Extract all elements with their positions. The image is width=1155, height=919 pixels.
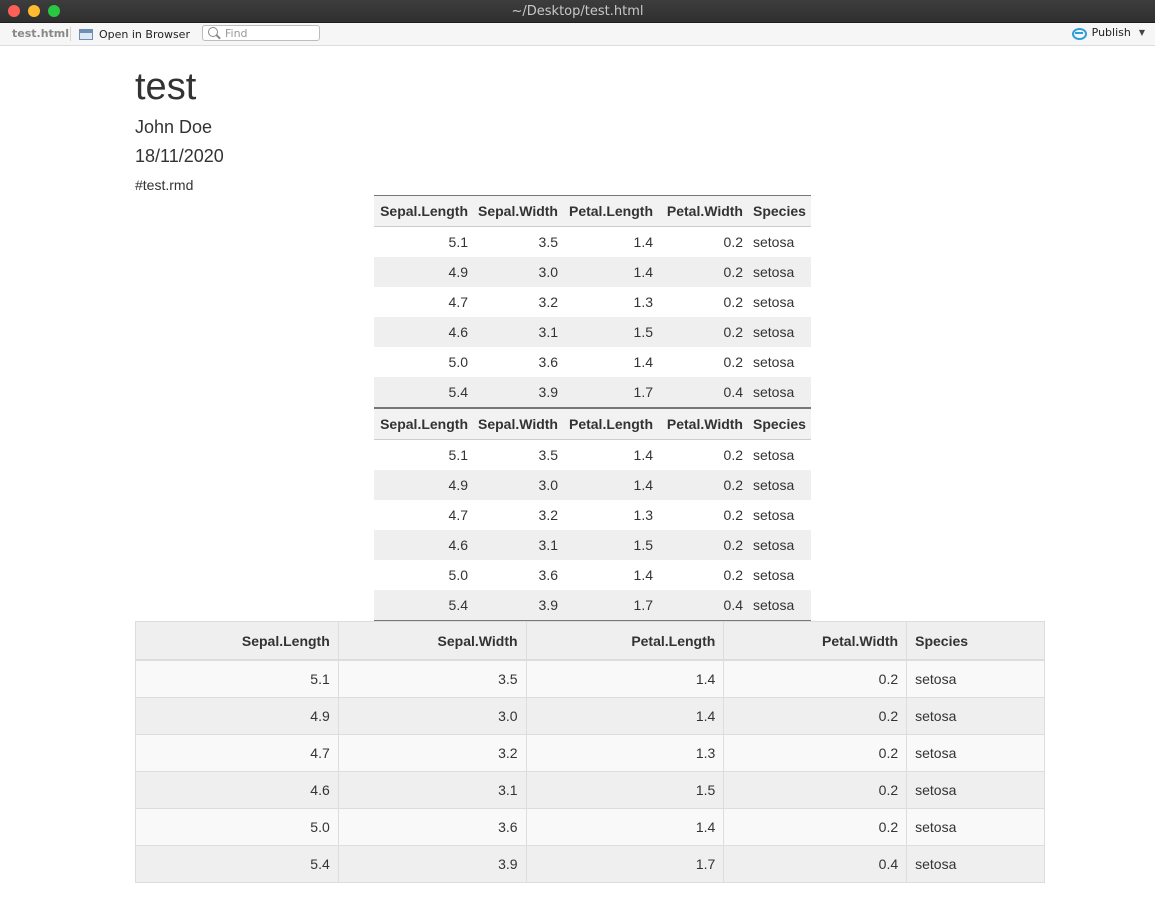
table-cell: 5.4 <box>448 597 468 613</box>
file-tab[interactable]: test.html <box>12 27 70 40</box>
table-cell: 3.0 <box>338 698 526 735</box>
table-cell: setosa <box>753 567 795 583</box>
column-header: Petal.Width <box>658 196 748 227</box>
table-cell: 1.4 <box>526 698 724 735</box>
table-cell: setosa <box>753 234 795 250</box>
column-header: Sepal.Length <box>374 196 473 227</box>
find-input[interactable] <box>225 26 317 40</box>
document-author: John Doe <box>135 117 213 137</box>
table-row <box>374 287 811 317</box>
table-cell: 0.2 <box>723 447 743 463</box>
table-cell: 0.2 <box>723 567 743 583</box>
table-cell: 1.4 <box>633 354 653 370</box>
table-cell: setosa <box>907 809 1045 846</box>
viewer-toolbar <box>0 23 1155 46</box>
table-cell: setosa <box>753 507 795 523</box>
table-cell: 3.9 <box>538 384 558 400</box>
table-row <box>374 530 811 560</box>
table-cell: setosa <box>753 597 795 613</box>
search-icon <box>208 27 218 37</box>
column-header: Sepal.Length <box>374 408 473 440</box>
table-cell: 5.4 <box>448 384 468 400</box>
toolbar-divider <box>70 27 71 41</box>
table-cell: 3.9 <box>338 846 526 883</box>
table-cell: 4.6 <box>448 324 468 340</box>
column-header: Species <box>748 408 811 440</box>
table-cell: 3.2 <box>538 507 558 523</box>
table-cell: 3.9 <box>538 597 558 613</box>
table-cell: 1.7 <box>633 597 653 613</box>
table-cell: 0.2 <box>723 537 743 553</box>
table-cell: 0.2 <box>723 264 743 280</box>
table-cell: 4.7 <box>448 507 468 523</box>
table-cell: 0.2 <box>723 324 743 340</box>
table-cell: 0.2 <box>724 735 907 772</box>
table-cell: 3.5 <box>538 447 558 463</box>
table-cell: 0.4 <box>724 846 907 883</box>
table-header-row <box>374 196 811 227</box>
window-title: ~/Desktop/test.html <box>511 4 644 19</box>
table-cell: 4.9 <box>448 264 468 280</box>
table-cell: 0.2 <box>723 477 743 493</box>
table-cell: 0.2 <box>724 698 907 735</box>
table-cell: setosa <box>907 846 1045 883</box>
table-cell: 0.2 <box>724 772 907 809</box>
document-comment: #test.rmd <box>135 177 194 193</box>
table-cell: 3.1 <box>538 324 558 340</box>
table-row <box>136 660 1045 698</box>
column-header: Species <box>748 196 811 227</box>
table-cell: 5.1 <box>448 234 468 250</box>
table-row <box>136 772 1045 809</box>
table-cell: setosa <box>753 264 795 280</box>
table-cell: setosa <box>907 698 1045 735</box>
table-cell: 1.4 <box>633 447 653 463</box>
publish-button[interactable] <box>1072 26 1145 39</box>
table-cell: 5.4 <box>136 846 339 883</box>
table-cell: 1.3 <box>633 507 653 523</box>
table-cell: 0.4 <box>723 597 743 613</box>
table-cell: 1.5 <box>633 537 653 553</box>
table-cell: 4.6 <box>136 772 339 809</box>
table-cell: 0.2 <box>723 294 743 310</box>
table-cell: 1.4 <box>526 809 724 846</box>
table-row <box>136 846 1045 883</box>
table-cell: 1.5 <box>526 772 724 809</box>
column-header: Petal.Length <box>563 196 658 227</box>
column-header: Sepal.Length <box>136 622 339 661</box>
column-header: Petal.Width <box>724 622 907 661</box>
table-cell: 4.7 <box>448 294 468 310</box>
column-header: Sepal.Width <box>338 622 526 661</box>
table-cell: 3.1 <box>338 772 526 809</box>
table-header-row <box>374 408 811 440</box>
table-cell: 1.3 <box>633 294 653 310</box>
table-cell: 1.7 <box>526 846 724 883</box>
table-row <box>136 698 1045 735</box>
chevron-down-icon[interactable]: ▼ <box>1138 28 1145 37</box>
table-cell: 4.6 <box>448 537 468 553</box>
column-header: Species <box>907 622 1045 661</box>
table-cell: 3.2 <box>338 735 526 772</box>
table-cell: 3.5 <box>538 234 558 250</box>
find-box[interactable] <box>202 25 320 41</box>
table-header-row <box>136 622 1045 661</box>
table-cell: 5.1 <box>136 660 339 698</box>
column-header: Sepal.Width <box>473 196 563 227</box>
table-cell: 5.0 <box>448 567 468 583</box>
table-cell: 0.2 <box>724 660 907 698</box>
window-titlebar <box>0 0 1155 23</box>
table-row <box>374 227 811 258</box>
table-cell: 0.2 <box>723 354 743 370</box>
table-cell: setosa <box>753 447 795 463</box>
table-row <box>374 470 811 500</box>
table-row <box>374 560 811 590</box>
iris-table-3 <box>135 621 1045 883</box>
table-cell: 0.2 <box>723 234 743 250</box>
table-cell: setosa <box>753 294 795 310</box>
table-cell: 1.3 <box>526 735 724 772</box>
column-header: Petal.Width <box>658 408 748 440</box>
table-cell: 0.2 <box>723 507 743 523</box>
table-cell: 0.4 <box>723 384 743 400</box>
table-cell: setosa <box>753 324 795 340</box>
column-header: Sepal.Width <box>473 408 563 440</box>
table-cell: 1.4 <box>633 264 653 280</box>
browser-window-icon <box>79 29 93 40</box>
table-cell: setosa <box>753 354 795 370</box>
table-cell: setosa <box>907 660 1045 698</box>
table-cell: 5.1 <box>448 447 468 463</box>
table-row <box>136 809 1045 846</box>
document-title: test <box>135 66 197 108</box>
iris-table-2 <box>374 407 811 621</box>
table-row <box>374 347 811 377</box>
table-cell: setosa <box>907 772 1045 809</box>
table-cell: 1.4 <box>526 660 724 698</box>
table-cell: 3.6 <box>538 354 558 370</box>
table-cell: 1.7 <box>633 384 653 400</box>
table-cell: 1.4 <box>633 234 653 250</box>
open-in-browser-button[interactable] <box>79 26 190 42</box>
open-in-browser-label: Open in Browser <box>99 27 190 41</box>
table-row <box>374 440 811 471</box>
column-header: Petal.Length <box>563 408 658 440</box>
table-row <box>374 500 811 530</box>
table-cell: 1.4 <box>633 567 653 583</box>
table-cell: 4.7 <box>136 735 339 772</box>
table-cell: 5.0 <box>448 354 468 370</box>
publish-label: Publish <box>1091 26 1131 39</box>
table-cell: 4.9 <box>136 698 339 735</box>
table-row <box>374 257 811 287</box>
table-cell: 1.4 <box>633 477 653 493</box>
table-row <box>374 317 811 347</box>
table-cell: 4.9 <box>448 477 468 493</box>
table-cell: setosa <box>753 477 795 493</box>
table-cell: setosa <box>753 537 795 553</box>
table-cell: setosa <box>907 735 1045 772</box>
table-cell: 3.0 <box>538 264 558 280</box>
table-row <box>374 590 811 621</box>
table-cell: 3.0 <box>538 477 558 493</box>
table-cell: 3.6 <box>338 809 526 846</box>
table-cell: 3.1 <box>538 537 558 553</box>
table-cell: 5.0 <box>136 809 339 846</box>
table-cell: setosa <box>753 384 795 400</box>
table-row <box>374 377 811 407</box>
iris-table-1 <box>374 195 811 407</box>
table-cell: 3.2 <box>538 294 558 310</box>
table-cell: 3.6 <box>538 567 558 583</box>
table-cell: 3.5 <box>338 660 526 698</box>
document-date: 18/11/2020 <box>135 146 224 166</box>
table-row <box>136 735 1045 772</box>
column-header: Petal.Length <box>526 622 724 661</box>
table-cell: 0.2 <box>724 809 907 846</box>
table-cell: 1.5 <box>633 324 653 340</box>
publish-icon <box>1072 28 1086 38</box>
